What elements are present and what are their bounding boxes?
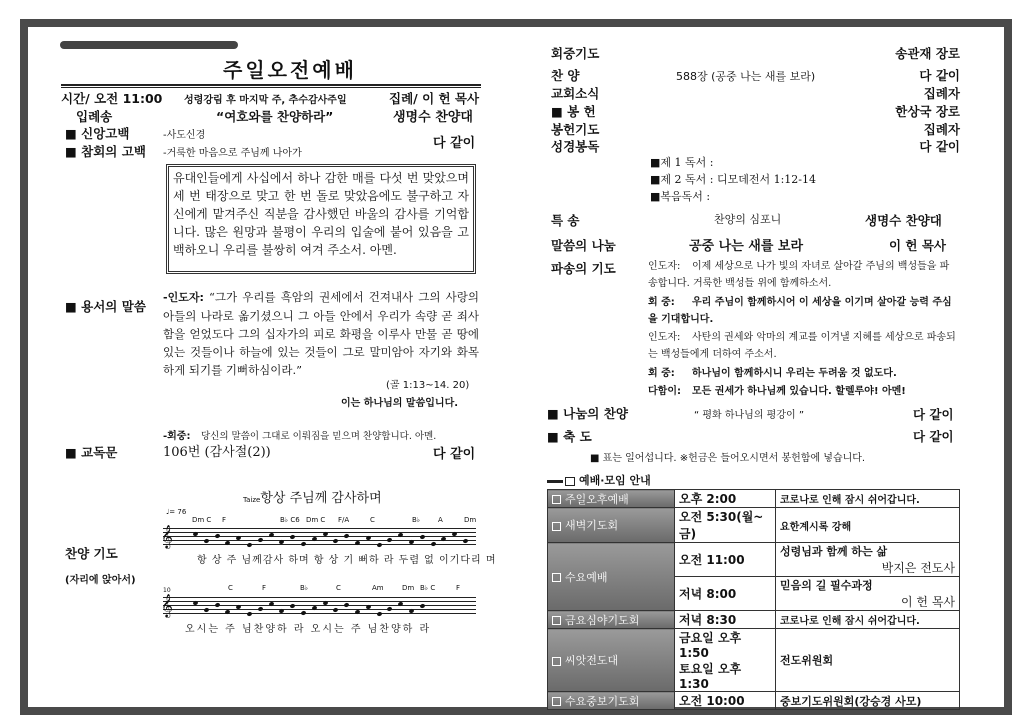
schedule-detail: 코로나로 인해 잠시 쉬어갑니다. xyxy=(776,611,960,629)
score-chord: Dm xyxy=(402,584,415,592)
schedule-detail: 중보기도위원회(강승경 사모) xyxy=(776,692,960,710)
score-chords-row-1 xyxy=(190,516,480,526)
confession-by: 다 같이 xyxy=(433,136,476,151)
score-chord: Dm xyxy=(464,516,477,524)
entrance-by: 생명수 찬양대 xyxy=(393,110,473,125)
score-chord: F/A xyxy=(338,516,350,524)
score-note xyxy=(419,534,425,539)
score-note xyxy=(344,602,350,607)
score-note xyxy=(290,534,296,539)
order-by: 집례자 xyxy=(923,86,960,101)
confession-label: ■ 참회의 고백 xyxy=(65,144,146,159)
schedule-detail: 성령님과 함께 하는 삶 박지은 전도사 xyxy=(776,543,960,577)
table-row xyxy=(548,490,960,508)
table-row xyxy=(548,692,960,710)
sending-speaker: 인도자: xyxy=(648,332,681,343)
treble-clef-icon: 𝄞 xyxy=(161,524,173,548)
closing-song-by: 다 같이 xyxy=(913,407,954,422)
song-prayer-label: 찬양 기도 xyxy=(65,546,118,561)
song-prayer-note: (자리에 앉아서) xyxy=(65,575,136,586)
absolution-scripture: “그가 우리를 흑암의 권세에서 건져내사 그의 사랑의 아들의 나라로 옮기셨으니 그 아들 안에서 우리가 속량 곧 죄사함을 얻었도다 그의 십자가의 피로 화평을 이루사 만물 곧 땅에 있는 것들이나 하늘에 있는 것들이 그로 말미암아 자기와 화목하게 되기를 기뻐하심이라.” xyxy=(163,290,479,377)
score-chord: F xyxy=(222,516,227,524)
score-note xyxy=(430,541,436,546)
score-note xyxy=(419,603,425,608)
scripture-closing: 이는 하나님의 말씀입니다. xyxy=(341,398,459,409)
creed-detail: -사도신경 xyxy=(163,130,206,141)
score-note xyxy=(376,542,382,547)
order-by: 한상국 장로 xyxy=(895,104,960,119)
closing-song-label: ■ 나눔의 찬양 xyxy=(547,406,628,421)
schedule-time: 저녁 8:30 xyxy=(675,611,776,629)
sending-line xyxy=(648,383,958,400)
score-chord: C xyxy=(228,584,233,592)
score-note xyxy=(214,602,220,607)
schedule-detail: 믿음의 길 필수과정 이 헌 목사 xyxy=(776,577,960,611)
order-label: 교회소식 xyxy=(551,86,600,101)
score-chord: C xyxy=(336,584,341,592)
score-note xyxy=(387,606,393,611)
score-chord: Dm C xyxy=(192,516,212,524)
schedule-time: 오후 2:00 xyxy=(675,490,776,508)
score-title-prefix: Taize xyxy=(243,496,261,504)
special-label: 특 송 xyxy=(551,213,580,228)
order-by: 집례자 xyxy=(923,122,960,137)
schedule-time: 오전 11:00 xyxy=(675,543,776,577)
sending-line xyxy=(648,294,958,328)
header-bar xyxy=(60,41,238,49)
reading-1: ■제 1 독서 : xyxy=(650,156,714,169)
schedule-detail: 전도위원회 xyxy=(776,629,960,692)
schedule-name: 새벽기도회 xyxy=(548,508,675,543)
score-chord: F xyxy=(262,584,267,592)
sending-line xyxy=(648,365,958,382)
sending-text: 우리 주님이 함께하시어 이 세상을 이기며 살아갈 능력 주심을 기대합니다. xyxy=(648,297,952,325)
score-note xyxy=(257,606,263,611)
score-chord: A xyxy=(438,516,443,524)
order-label: 찬 양 xyxy=(551,68,580,83)
schedule-table xyxy=(547,489,960,710)
score-note xyxy=(203,607,209,612)
schedule-name: 수요중보기도회 xyxy=(548,692,675,710)
closing-song-title: “ 평화 하나님의 평강이 ” xyxy=(694,410,805,421)
score-chord: B♭ C6 xyxy=(280,516,300,524)
score-tempo: ♩= 76 xyxy=(166,508,187,516)
order-label: 회중기도 xyxy=(551,46,600,61)
score-title-block xyxy=(243,487,382,506)
special-title: 찬양의 심포니 xyxy=(714,213,782,226)
score-note xyxy=(290,603,296,608)
responsive-reading-label: ■ 교독문 xyxy=(65,445,118,460)
sermon-by: 이 헌 목사 xyxy=(889,238,947,253)
sending-text: 모든 권세가 하나님께 있습니다. 할렐루야! 아멘! xyxy=(692,386,906,397)
table-row xyxy=(548,629,960,692)
score-note xyxy=(300,541,306,546)
score-title: 항상 주님께 감사하며 xyxy=(260,491,382,506)
schedule-time: 오전 5:30(월~금) xyxy=(675,508,776,543)
table-row xyxy=(548,543,960,577)
sending-text: 이제 세상으로 나가 빛의 자녀로 살아갈 주님의 백성들을 파송합니다. 거룩한 백성들 위에 함께하소서. xyxy=(648,261,950,289)
treble-clef-icon: 𝄞 xyxy=(161,593,173,617)
score-chord: F xyxy=(456,584,461,592)
sending-speaker: 다함이: xyxy=(648,386,681,397)
congregation-label: -회중: xyxy=(163,431,191,442)
schedule-name: 수요예배 xyxy=(548,543,675,611)
confession-prayer-box: 유대인들에게 사십에서 하나 감한 매를 다섯 번 맞았으며 세 번 태장으로 맞고 한 번 돌로 맞았음에도 불구하고 자신에게 맡겨주신 직분을 감사했던 바울의 감사를 기억합니다. 많은 원망과 불평이 우리의 입술에 붙어 있음을 고백하오니 우리를 불쌍히 여겨 주소서. 아멘. xyxy=(166,164,476,274)
sending-speaker: 회 중: xyxy=(648,297,675,308)
schedule-heading xyxy=(547,472,651,488)
sending-line xyxy=(648,329,958,363)
sending-label: 파송의 기도 xyxy=(551,261,616,276)
congregation-response: 당신의 말씀이 그대로 이뤄짐을 믿으며 찬양합니다. 아멘. xyxy=(201,431,437,442)
schedule-time: 저녁 8:00 xyxy=(675,577,776,611)
title-rule-thin xyxy=(61,87,481,88)
scripture-ref: (골 1:13~14. 20) xyxy=(386,380,470,391)
score-staff-2 xyxy=(161,593,476,619)
score-chord: B♭ xyxy=(300,584,309,592)
sending-line xyxy=(648,258,958,292)
score-chord: B♭ xyxy=(412,516,421,524)
service-leader: 집례/ 이 헌 목사 xyxy=(389,91,480,106)
schedule-name: 금요심야기도회 xyxy=(548,611,675,629)
score-chord: Dm C xyxy=(306,516,326,524)
order-detail: 588장 (공중 나는 새를 보라) xyxy=(676,70,816,83)
benediction-by: 다 같이 xyxy=(913,429,954,444)
schedule-name: 씨앗전도대 xyxy=(548,629,675,692)
order-label: 성경봉독 xyxy=(551,139,600,154)
schedule-detail: 요한계시록 강해 xyxy=(776,508,960,543)
absolution-leader: -인도자: xyxy=(163,291,204,304)
score-note xyxy=(203,538,209,543)
sermon-title: 공중 나는 새를 보라 xyxy=(689,239,804,254)
score-note xyxy=(344,533,350,538)
score-note xyxy=(214,533,220,538)
score-chords-row-2 xyxy=(190,584,480,594)
special-by: 생명수 찬양대 xyxy=(865,213,942,228)
responsive-reading-by: 다 같이 xyxy=(433,447,476,462)
confession-detail: -거룩한 마음으로 주님께 나아가 xyxy=(163,148,302,159)
page-title: 주일오전예배 xyxy=(223,58,357,82)
score-staff-1 xyxy=(161,524,476,550)
schedule-time: 오전 10:00 xyxy=(675,692,776,710)
reading-2: ■제 2 독서 : 디모데전서 1:12-14 xyxy=(650,173,817,186)
order-by: 다 같이 xyxy=(919,68,960,83)
absolution-text xyxy=(163,288,479,379)
responsive-reading-text: 106번 (감사절(2)) xyxy=(163,445,271,460)
score-note xyxy=(300,610,306,615)
order-by: 송관재 장로 xyxy=(895,46,960,61)
score-note xyxy=(246,611,252,616)
order-by: 다 같이 xyxy=(919,139,960,154)
score-note xyxy=(257,537,263,542)
sending-text: 하나님이 함께하시니 우리는 두려움 것 없도다. xyxy=(692,368,897,379)
absolution-label: ■ 용서의 말씀 xyxy=(65,299,146,314)
score-measure-number: 10 xyxy=(163,587,171,594)
table-row xyxy=(548,611,960,629)
schedule-detail: 코로나로 인해 잠시 쉬어갑니다. xyxy=(776,490,960,508)
score-chord: Am xyxy=(372,584,384,592)
score-note xyxy=(462,538,468,543)
schedule-title: 예배·모임 안내 xyxy=(579,474,651,487)
service-occasion: 성령강림 후 마지막 주, 추수감사주일 xyxy=(184,95,347,106)
entrance-label: 입례송 xyxy=(76,109,113,124)
order-label: ■ 봉 헌 xyxy=(551,104,596,119)
score-note xyxy=(376,611,382,616)
sending-speaker: 회 중: xyxy=(648,368,675,379)
entrance-hymn: “여호와를 찬양하라” xyxy=(216,109,334,124)
title-rule xyxy=(61,84,481,86)
sending-speaker: 인도자: xyxy=(648,261,681,272)
score-chord: B♭ C xyxy=(420,584,436,592)
reading-3: ■복음독서 : xyxy=(650,190,711,203)
benediction-label: ■ 축 도 xyxy=(547,429,592,444)
footnote: ■ 표는 일어섭니다. ※헌금은 들어오시면서 봉헌함에 넣습니다. xyxy=(590,453,866,464)
score-note xyxy=(387,537,393,542)
sermon-label: 말씀의 나눔 xyxy=(551,238,616,253)
order-label: 봉헌기도 xyxy=(551,122,600,137)
sending-text: 사탄의 권세와 악마의 계교를 이겨낼 지혜를 세상으로 파송되는 백성들에게 더하여 주소서. xyxy=(648,332,956,360)
schedule-time: 금요일 오후 1:50 토요일 오후 1:30 xyxy=(675,629,776,692)
score-lyrics-2: 오시는 주 님찬양하 라 오시는 주 님찬양하 라 xyxy=(185,624,432,635)
table-row xyxy=(548,508,960,543)
service-time: 시간/ 오전 11:00 xyxy=(61,91,163,106)
score-chord: C xyxy=(370,516,375,524)
score-lyrics-1: 항 상 주 님께감사 하며 항 상 기 뻐하 라 두렴 없 이기다리 며 xyxy=(197,555,497,566)
creed-label: ■ 신앙고백 xyxy=(65,126,130,141)
score-note xyxy=(246,542,252,547)
schedule-name: 주일오후예배 xyxy=(548,490,675,508)
